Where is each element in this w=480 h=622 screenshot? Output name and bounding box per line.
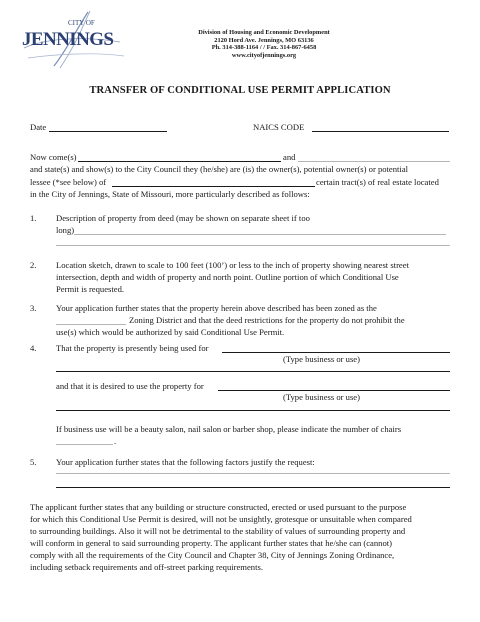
date-label: Date xyxy=(30,122,47,132)
department-phone-fax: Ph. 314-388-1164 / / Fax. 314-867-6458 xyxy=(211,44,317,52)
petitioner-name-field-2[interactable] xyxy=(298,161,450,162)
item-4-desired-use-label: and that it is desired to use the property for xyxy=(56,381,204,391)
present-use-field-2[interactable] xyxy=(56,371,450,372)
department-name: Division of Housing and Economic Development xyxy=(198,29,330,36)
form-title: TRANSFER OF CONDITIONAL USE PERMIT APPLICATION xyxy=(89,85,391,96)
department-address: 2120 Hord Ave. Jennings, MO 63136 xyxy=(214,36,314,44)
item-1-line-2: long) xyxy=(56,225,75,235)
item-1-line-1: Description of property from deed (may be shown on separate sheet if too xyxy=(56,213,310,223)
item-3-number: 3. xyxy=(30,303,37,313)
date-field[interactable] xyxy=(49,131,167,132)
property-description-field-2[interactable] xyxy=(56,245,450,246)
item-3-line-1: Your application further states that the property herein above described has been zoned as the xyxy=(56,303,377,313)
city-logo-graphic xyxy=(16,8,134,70)
city-logo xyxy=(16,8,134,70)
svg-text:JENNINGS: JENNINGS xyxy=(22,29,114,50)
intro-line-4: in the City of Jennings, State of Missouri, more particularly described as follows: xyxy=(30,189,310,199)
justification-field-1[interactable] xyxy=(56,473,450,474)
present-use-field[interactable] xyxy=(222,352,450,353)
petitioner-name-field-1[interactable] xyxy=(78,161,281,162)
justification-field-2[interactable] xyxy=(56,487,450,488)
item-5-line-1: Your application further states that the following factors justify the request: xyxy=(56,457,315,467)
item-2-line-1: Location sketch, drawn to scale to 100 feet (100’) or less to the inch of property showing nearest street xyxy=(56,260,409,270)
closing-line-3: to surrounding buildings. Also it will not be detrimental to the stability of values of surrounding property and xyxy=(30,526,406,536)
property-description-field-1[interactable] xyxy=(74,234,446,235)
item-3-line-3: use(s) which would be authorized by said Conditional Use Permit. xyxy=(56,327,285,337)
desired-use-field[interactable] xyxy=(218,390,450,391)
letterhead xyxy=(164,29,364,59)
intro-line-2: and state(s) and show(s) to the City Council they (he/she) are (is) the owner(s), potential owner(s) or potential xyxy=(30,164,409,174)
closing-line-5: comply with all the requirements of the City Council and Chapter 38, City of Jennings Zoning Ordinance, xyxy=(30,550,395,560)
closing-line-4: will conform in general to said surrounding property. The applicant further states that he/she can (cannot) xyxy=(30,538,393,548)
naics-label: NAICS CODE xyxy=(253,122,305,132)
item-2-number: 2. xyxy=(30,260,37,270)
department-website: www.cityofjennings.org xyxy=(231,51,297,59)
item-1-number: 1. xyxy=(30,213,37,223)
item-3-line-2: Zoning District and that the deed restrictions for the property do not prohibit the xyxy=(129,315,405,325)
lessee-of-label: lessee (*see below) of xyxy=(30,177,107,187)
zoning-district-field[interactable] xyxy=(56,324,126,325)
closing-line-6: including setback requirements and off-street parking requirements. xyxy=(30,562,263,572)
item-4-present-use-label: That the property is presently being used for xyxy=(56,343,209,353)
chairs-question: If business use will be a beauty salon, nail salon or barber shop, please indicate the number of chairs xyxy=(56,424,402,434)
desired-use-field-2[interactable] xyxy=(56,410,450,411)
tract-count-field[interactable] xyxy=(112,186,315,187)
closing-line-1: The applicant further states that any building or structure constructed, erected or used pursuant to the purpose xyxy=(30,502,407,512)
closing-line-2: for which this Conditional Use Permit is desired, will not be unsightly, grotesque or unsuitable when compared xyxy=(30,514,412,524)
present-use-hint: (Type business or use) xyxy=(283,354,360,364)
item-5-number: 5. xyxy=(30,457,37,467)
svg-text:CITY OF: CITY OF xyxy=(68,19,95,27)
item-4-number: 4. xyxy=(30,343,37,353)
item-2-line-2: intersection, depth and width of property and north point. Outline portion of which Conditional Use xyxy=(56,272,399,282)
item-2-line-3: Permit is requested. xyxy=(56,284,125,294)
certain-tracts-label: certain tract(s) of real estate located xyxy=(316,177,439,187)
chairs-period: . xyxy=(114,436,117,446)
desired-use-hint: (Type business or use) xyxy=(283,392,360,402)
now-comes-label: Now come(s) xyxy=(30,152,77,162)
chairs-count-field[interactable] xyxy=(56,444,113,445)
and-label: and xyxy=(283,152,296,162)
naics-code-field[interactable] xyxy=(312,131,449,132)
